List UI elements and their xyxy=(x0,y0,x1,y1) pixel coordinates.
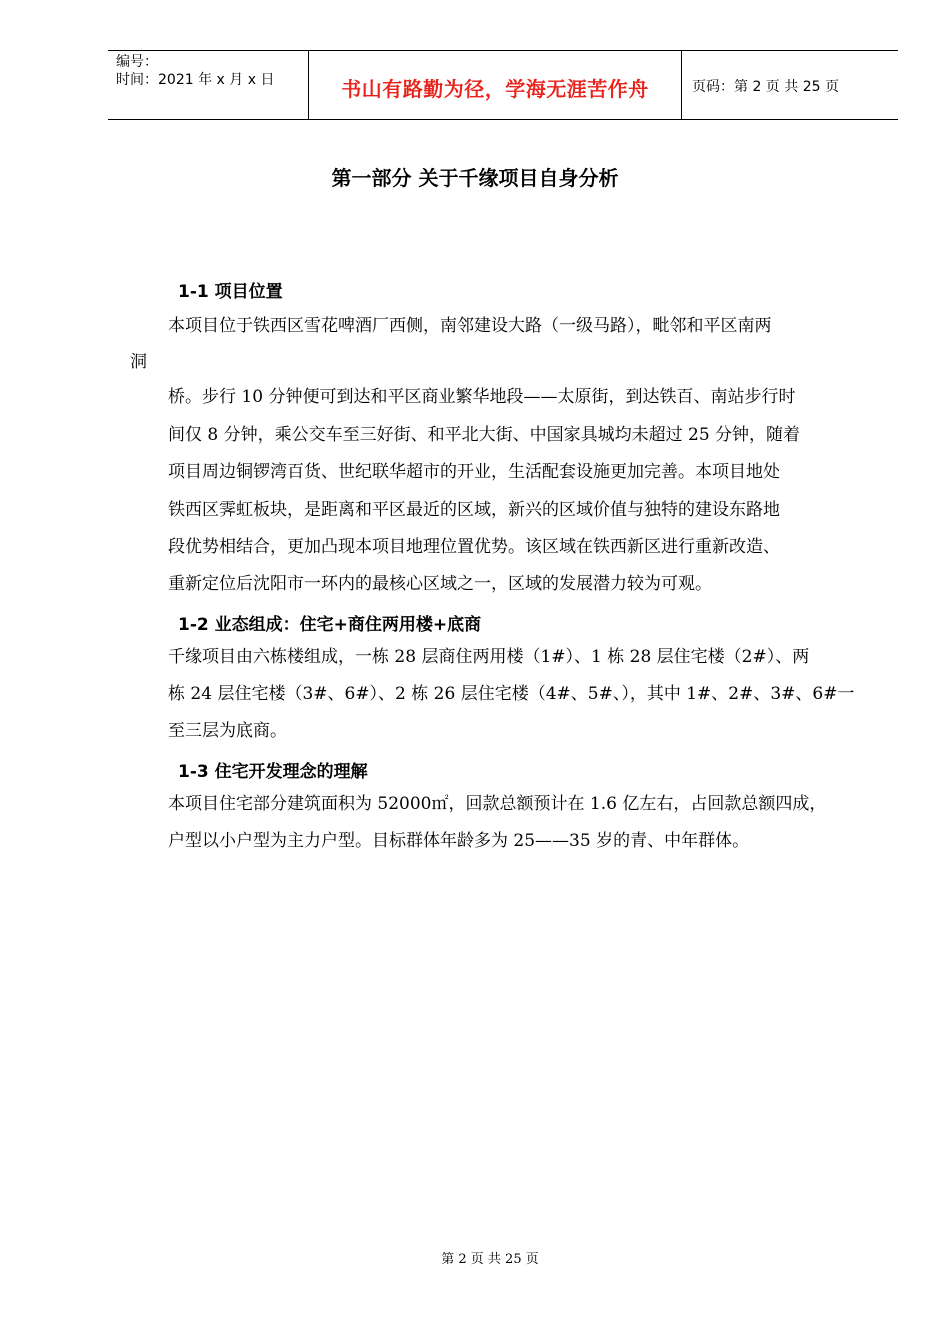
header-meta-cell xyxy=(108,51,308,119)
paragraph-line: 至三层为底商。 xyxy=(168,721,287,741)
paragraph-line: 间仅 8 分钟，乘公交车至三好街、和平北大街、中国家具城均未超过 25 分钟，随着 xyxy=(168,425,801,445)
paragraph-line: 栋 24 层住宅楼（3#、6#）、2 栋 26 层住宅楼（4#、5#、），其中 1#、2#、3#、6#一 xyxy=(168,684,855,704)
paragraph-line: 洞 xyxy=(130,352,147,372)
section-heading-1-3: 1-3 住宅开发理念的理解 xyxy=(178,762,368,782)
paragraph-line: 户型以小户型为主力户型。目标群体年龄多为 25——35 岁的青、中年群体。 xyxy=(168,831,750,851)
header-page-cell xyxy=(682,51,898,119)
paragraph-line: 本项目住宅部分建筑面积为 52000㎡，回款总额预计在 1.6 亿左右，占回款总额四成， xyxy=(168,794,827,814)
header-motto: 书山有路勤为径，学海无涯苦作舟 xyxy=(341,77,649,101)
header-motto-cell xyxy=(308,51,682,119)
paragraph-line: 项目周边铜锣湾百货、世纪联华超市的开业，生活配套设施更加完善。本项目地处 xyxy=(168,462,780,482)
section-heading-1-2: 1-2 业态组成：住宅+商住两用楼+底商 xyxy=(178,615,482,635)
page-footer: 第 2 页 共 25 页 xyxy=(441,1252,539,1267)
header-page-code: 页码：第 2 页 共 25 页 xyxy=(692,79,839,95)
paragraph-line: 铁西区霁虹板块，是距离和平区最近的区域，新兴的区域价值与独特的建设东路地 xyxy=(168,500,780,520)
section-heading-1-1: 1-1 项目位置 xyxy=(178,282,283,302)
document-date-label: 时间：2021 年 x 月 x 日 xyxy=(116,72,275,88)
paragraph-line: 重新定位后沈阳市一环内的最核心区域之一，区域的发展潜力较为可观。 xyxy=(168,574,712,594)
paragraph-line: 本项目位于铁西区雪花啤酒厂西侧，南邻建设大路（一级马路），毗邻和平区南两 xyxy=(168,316,772,336)
paragraph-line: 桥。步行 10 分钟便可到达和平区商业繁华地段——太原街，到达铁百、南站步行时 xyxy=(168,387,796,407)
document-number-label: 编号： xyxy=(116,54,158,70)
page-title: 第一部分 关于千缘项目自身分析 xyxy=(331,166,619,190)
paragraph-line: 千缘项目由六栋楼组成，一栋 28 层商住两用楼（1#）、1 栋 28 层住宅楼（2#）、两 xyxy=(168,647,810,667)
paragraph-line: 段优势相结合，更加凸现本项目地理位置优势。该区域在铁西新区进行重新改造、 xyxy=(168,537,780,557)
document-header xyxy=(108,50,898,120)
